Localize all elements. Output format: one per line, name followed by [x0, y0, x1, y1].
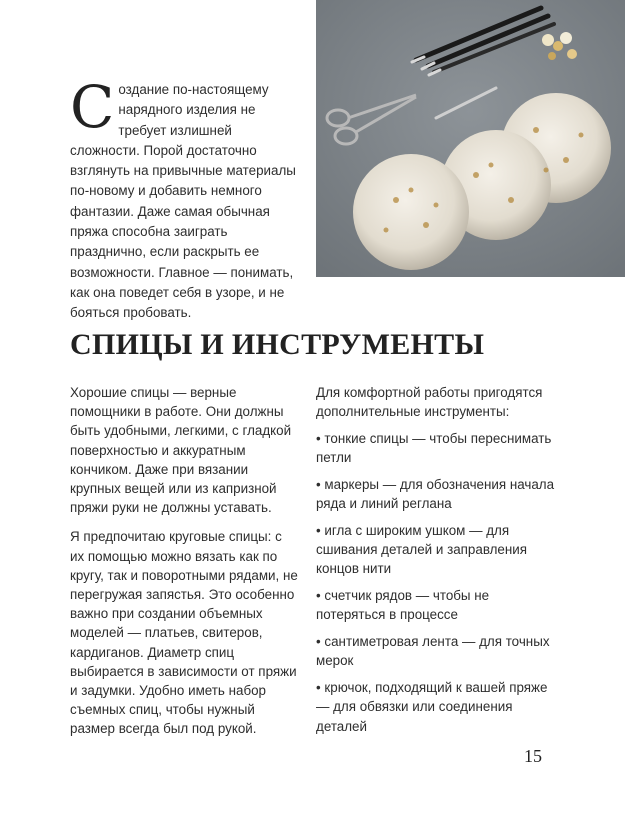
- list-item: • маркеры — для обозначения начала ряда и линий реглана: [316, 477, 555, 512]
- left-column: [70, 383, 298, 749]
- list-item: • крючок, подходящий к вашей пряже — для обвязки или соединения деталей: [316, 680, 548, 734]
- intro-text: оздание по-настоящему нарядного изделия не требует излишней сложности. Порой достаточно взглянуть на привычные материалы по-новому и добавить немного фантазии. Даже самая обычная пряжа способна заиграть празднично, если раскрыть ее возможности. Главное — понимать, как она поведет себя в узоре, и не бояться пробовать.: [70, 82, 296, 321]
- intro-paragraph: [70, 73, 296, 324]
- page-number: 15: [524, 746, 542, 766]
- tools-intro: Для комфортной работы пригодятся дополнительные инструменты:: [316, 385, 543, 420]
- list-item: • счетчик рядов — чтобы не потеряться в процессе: [316, 588, 490, 623]
- section-title: СПИЦЫ И ИНСТРУМЕНТЫ: [70, 328, 485, 361]
- list-item: • тонкие спицы — чтобы переснимать петли: [316, 431, 552, 466]
- right-column: [316, 383, 556, 743]
- paragraph: Я предпочитаю круговые спицы: с их помощью можно вязать как по кругу, так и поворотными рядами, не перегружая запястья. Это особенно важно при создании объемных моделей — платьев, свитеров, кардиганов. Диаметр спиц выбирается в зависимости от пряжи и задумки. Удобно иметь набор съемных спиц, чтобы нужный размер всегда был под рукой.: [70, 529, 298, 737]
- knitting-tools-photo: [316, 0, 625, 277]
- drop-cap: С: [70, 73, 115, 141]
- paragraph: Хорошие спицы — верные помощники в работе. Они должны быть удобными, легкими, с гладкой поверхностью и аккуратным кончиком. Даже при вязании крупных вещей или из капризной пряжи руки не должны уставать.: [70, 385, 292, 516]
- list-item: • игла с широким ушком — для сшивания деталей и заправления концов нити: [316, 523, 528, 577]
- list-item: • сантиметровая лента — для точных мерок: [316, 634, 550, 669]
